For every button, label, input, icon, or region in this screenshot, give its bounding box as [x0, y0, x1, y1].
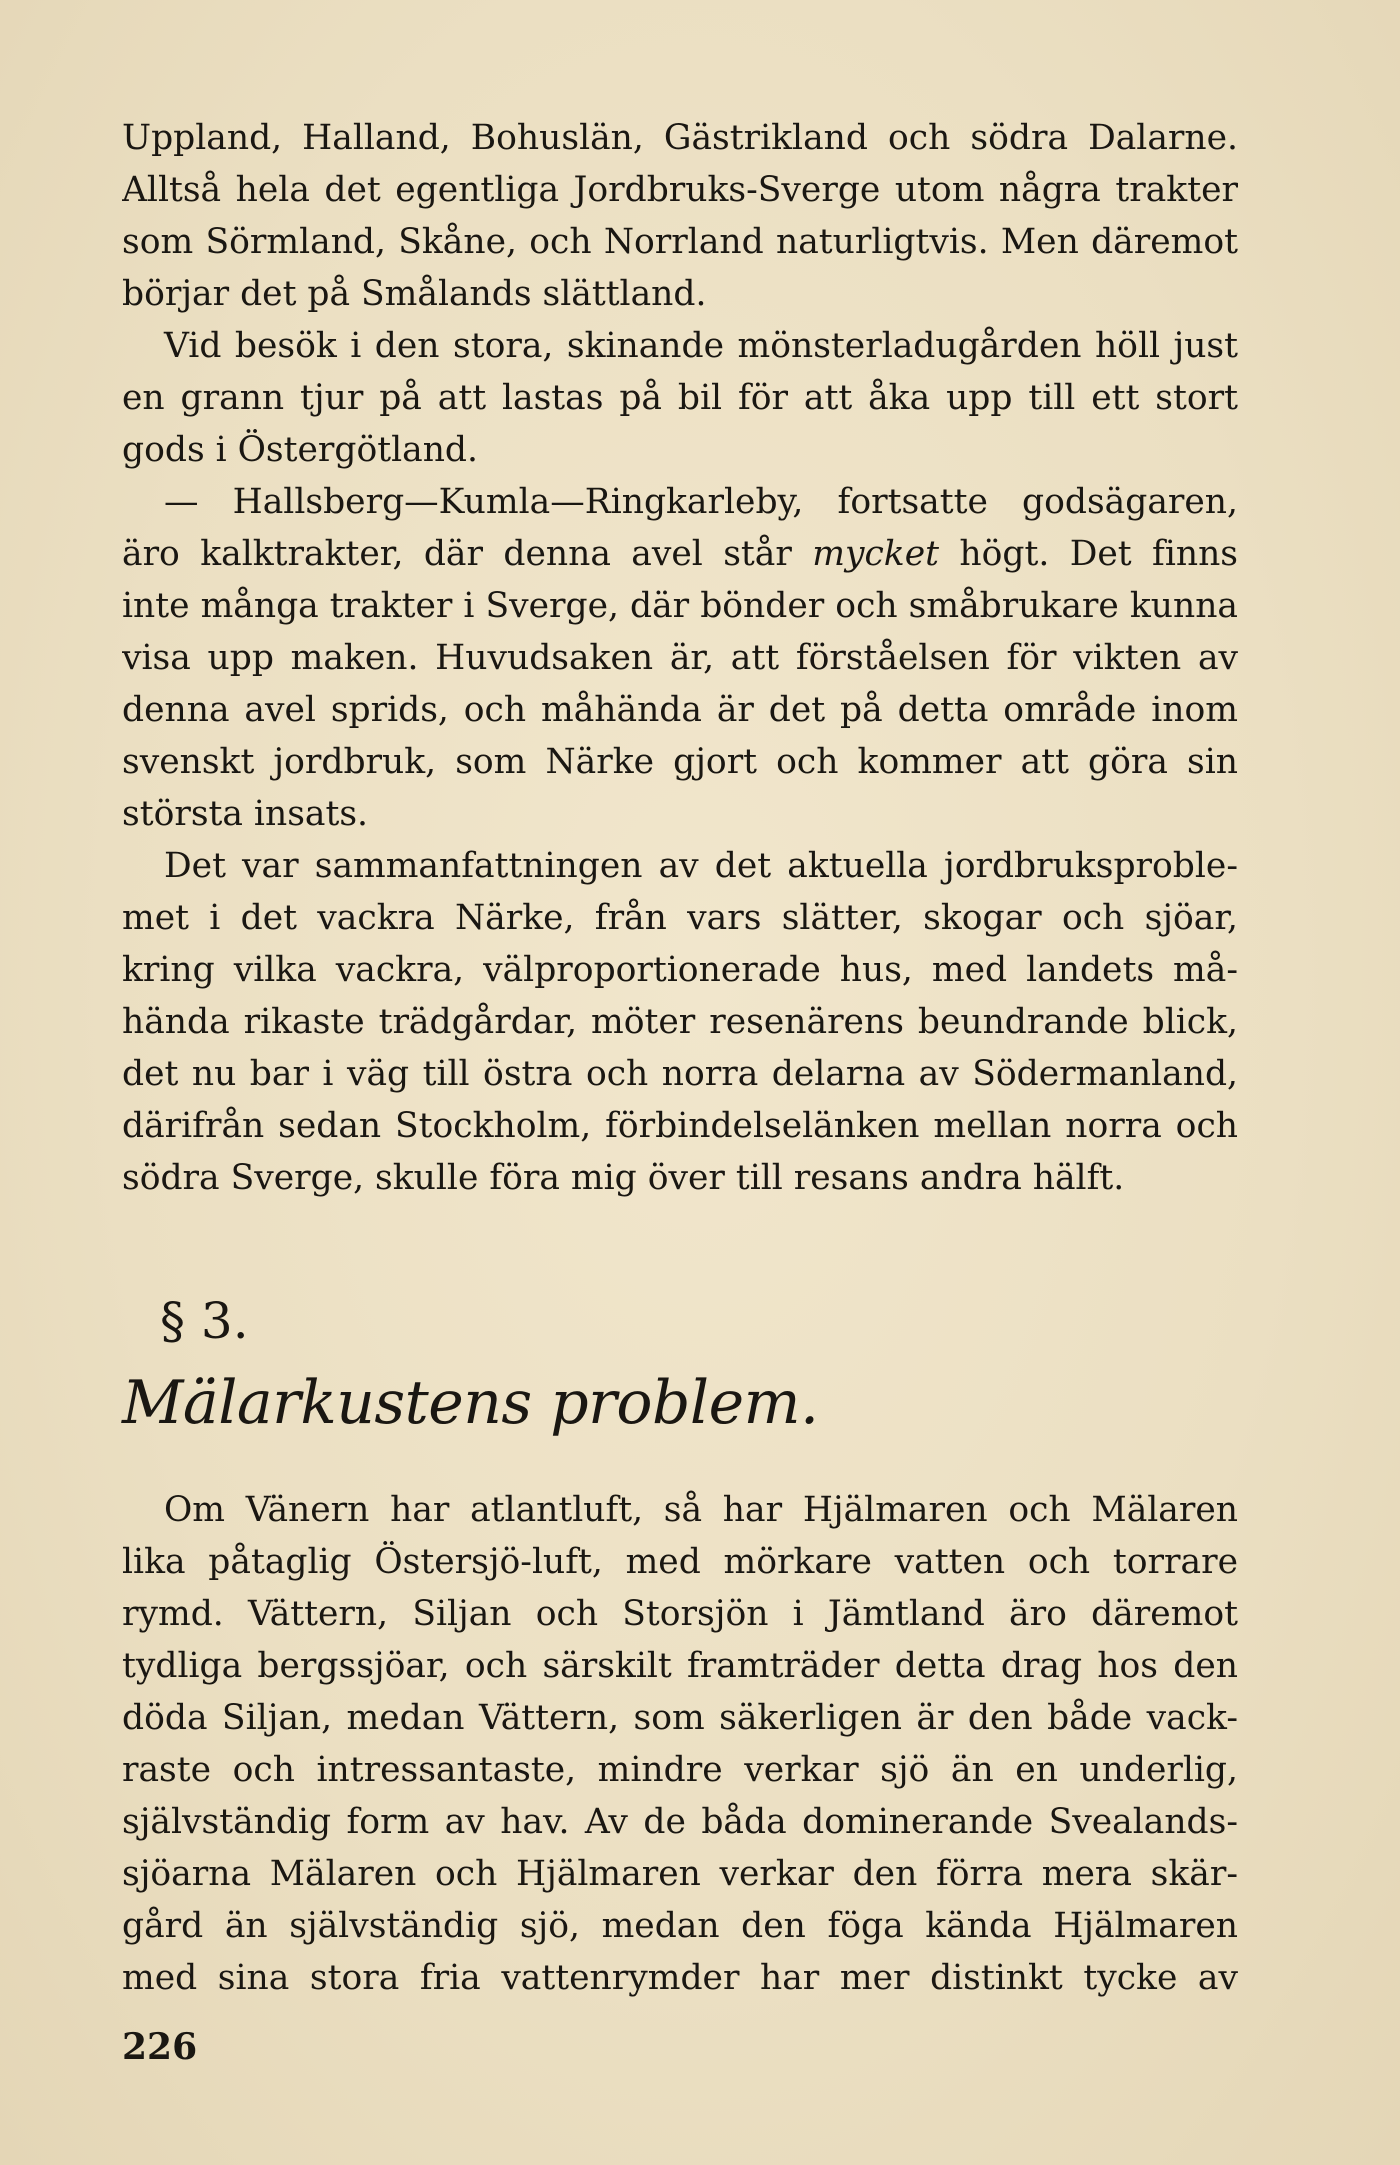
paragraph-5: [122, 1484, 1238, 2004]
text-line: Alltså hela det egentliga Jordbruks-Sverge utom några trakter: [122, 170, 1238, 210]
paragraph-2: [122, 320, 1238, 476]
text-line: en grann tjur på att lastas på bil för att åka upp till ett stort: [122, 378, 1238, 418]
text-line: hända rikaste trädgårdar, möter resenärens beundrande blick,: [122, 1002, 1238, 1042]
text-line: svenskt jordbruk, som Närke gjort och kommer att göra sin: [122, 742, 1238, 782]
text-line: med sina stora fria vattenrymder har mer distinkt tycke av: [122, 1958, 1238, 1998]
text-line: största insats.: [122, 794, 368, 834]
text-run: högt. Det finns: [938, 534, 1238, 574]
paragraph-1: [122, 112, 1238, 320]
section-number: § 3.: [160, 1292, 249, 1350]
text-line: Uppland, Halland, Bohuslän, Gästrikland och södra Dalarne.: [122, 118, 1238, 158]
text-run: äro kalktrakter, där denna avel står: [122, 534, 813, 574]
text-line: met i det vackra Närke, från vars slätter, skogar och sjöar,: [122, 898, 1238, 938]
text-line: denna avel sprids, och måhända är det på detta område inom: [122, 690, 1238, 730]
text-line: självständig form av hav. Av de båda dominerande Svealands-: [122, 1802, 1238, 1842]
text-line: därifrån sedan Stockholm, förbindelselänken mellan norra och: [122, 1106, 1238, 1146]
text-line: som Sörmland, Skåne, och Norrland naturligtvis. Men däremot: [122, 222, 1238, 262]
text-line: börjar det på Smålands slättland.: [122, 274, 707, 314]
text-line: gods i Östergötland.: [122, 430, 478, 470]
text-line: inte många trakter i Sverge, där bönder och småbrukare kunna: [122, 586, 1238, 626]
text-block-upper: [122, 112, 1238, 1204]
paragraph-3: [122, 476, 1238, 840]
text-line: lika påtaglig Östersjö-luft, med mörkare vatten och torrare: [122, 1542, 1238, 1582]
text-line: rymd. Vättern, Siljan och Storsjön i Jämtland äro däremot: [122, 1594, 1238, 1634]
paragraph-4: [122, 840, 1238, 1204]
section-title: Mälarkustens problem.: [122, 1368, 819, 1438]
text-line: det nu bar i väg till östra och norra delarna av Södermanland,: [122, 1054, 1238, 1094]
emphasis-text: mycket: [812, 534, 939, 574]
text-line: södra Sverge, skulle föra mig över till resans andra hälft.: [122, 1158, 1125, 1198]
page-number: 226: [122, 2026, 198, 2068]
text-line: sjöarna Mälaren och Hjälmaren verkar den förra mera skär-: [122, 1854, 1238, 1894]
text-line: gård än självständig sjö, medan den föga kända Hjälmaren: [122, 1906, 1238, 1946]
text-line: — Hallsberg—Kumla—Ringkarleby, fortsatte godsägaren,: [164, 482, 1238, 522]
text-line: Om Vänern har atlantluft, så har Hjälmaren och Mälaren: [164, 1490, 1238, 1530]
text-line: Vid besök i den stora, skinande mönsterladugården höll just: [164, 326, 1238, 366]
text-line-with-emphasis: [122, 528, 1238, 580]
text-line: raste och intressantaste, mindre verkar sjö än en underlig,: [122, 1750, 1238, 1790]
text-line: tydliga bergssjöar, och särskilt framträder detta drag hos den: [122, 1646, 1238, 1686]
text-line: döda Siljan, medan Vättern, som säkerligen är den både vack-: [122, 1698, 1238, 1738]
text-line: kring vilka vackra, välproportionerade hus, med landets må-: [122, 950, 1238, 990]
text-line: visa upp maken. Huvudsaken är, att förståelsen för vikten av: [122, 638, 1238, 678]
text-block-lower: [122, 1484, 1238, 2004]
text-line: Det var sammanfattningen av det aktuella jordbruksproble-: [164, 846, 1238, 886]
